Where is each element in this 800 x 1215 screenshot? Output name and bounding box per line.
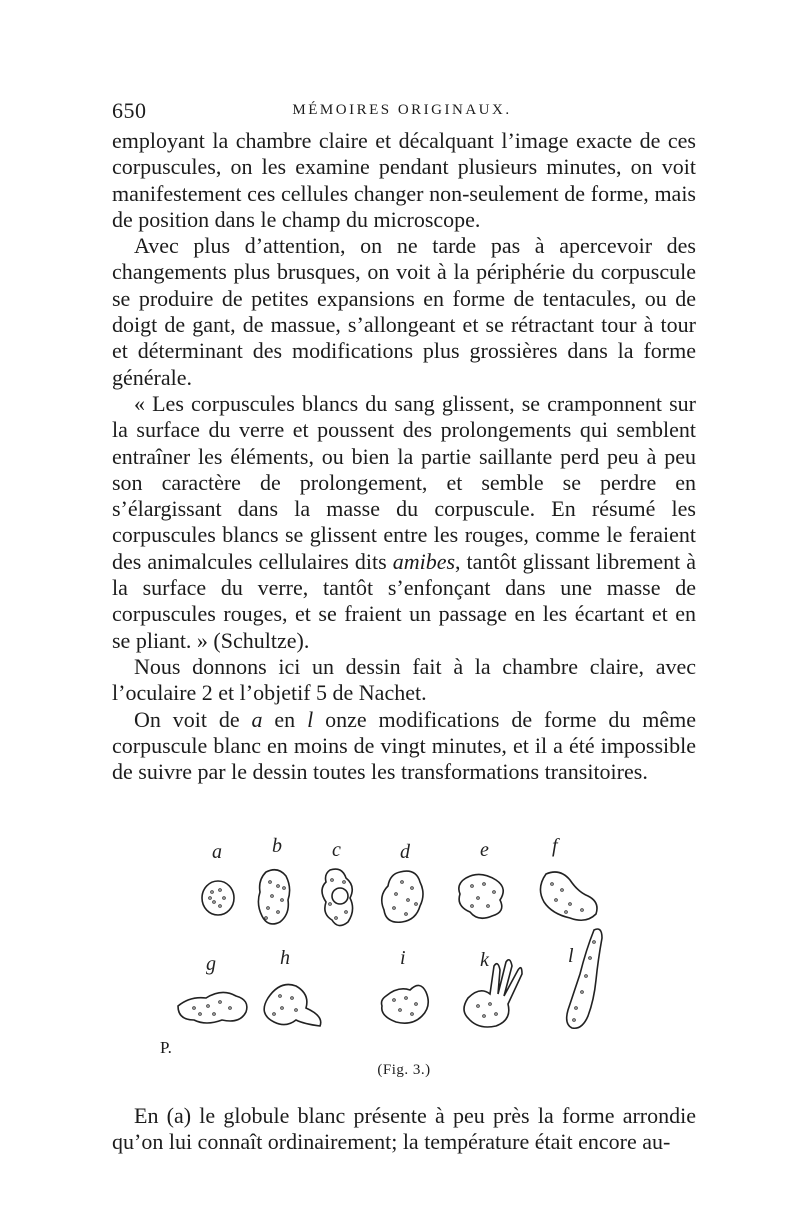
figure-leukocyte-drawings — [150, 830, 670, 1060]
cell-c — [322, 869, 353, 926]
page-number: 650 — [112, 98, 147, 123]
cell-a — [202, 881, 234, 915]
figure-label-k: k — [480, 949, 489, 971]
cell-f — [540, 872, 597, 920]
figure-caption: (Fig. 3.) — [377, 1062, 431, 1078]
figure-label-d: d — [400, 841, 410, 863]
paragraph-5 — [112, 707, 696, 786]
figure-label-h: h — [280, 947, 290, 969]
running-head: MÉMOIRES ORIGINAUX. — [292, 102, 512, 118]
paragraph-1: employant la chambre claire et décalquant l’image exacte de ces corpuscules, on les examine pendant plusieurs minutes, on voit manifestement ces cellules changer non-seulement de forme, mais de position dans le champ du microscope. — [112, 128, 696, 232]
cell-b — [258, 870, 289, 924]
paragraph-4: Nous donnons ici un dessin fait à la chambre claire, avec l’oculaire 2 et l’objetif 5 de Nachet. — [112, 653, 696, 706]
figure-label-b: b — [272, 835, 282, 857]
cell-g — [178, 992, 247, 1023]
p5-part-3: onze modifications de forme du même corpuscule blanc en moins de vingt minutes, et il a été impossible de suivre par le dessin toutes les transformations transitoires. — [112, 706, 697, 785]
paragraph-2: Avec plus d’attention, on ne tarde pas à apercevoir des changements plus brusques, on voit à la périphérie du corpuscule se produire de petites expansions en forme de tentacules, ou de doigt de gant, de massue, s’allongeant et se rétractant tour à tour et déterminant des modifications plus grossières dans la forme générale. — [112, 233, 696, 390]
body-text — [112, 128, 696, 785]
figure-label-l: l — [568, 945, 574, 967]
amibes-term: amibes — [392, 548, 456, 574]
p5-part-2: en — [262, 706, 308, 732]
p5-part-1: On voit de — [134, 706, 240, 732]
letter-l: l — [307, 706, 314, 732]
cell-i — [382, 985, 429, 1023]
final-paragraph-block — [112, 1103, 696, 1156]
cell-h — [264, 985, 321, 1027]
figure-artist-mark: P. — [160, 1038, 172, 1057]
paragraph-3-quote — [112, 391, 696, 654]
figure-label-g: g — [206, 953, 216, 975]
figure-label-c: c — [332, 839, 341, 861]
page-header — [112, 98, 692, 124]
figure-label-a: a — [212, 841, 222, 863]
figure-label-f: f — [552, 835, 558, 857]
cell-l — [567, 929, 602, 1028]
final-paragraph: En (a) le globule blanc présente à peu près la forme arrondie qu’on lui connaît ordinairement; la température était encore au- — [112, 1103, 696, 1155]
quote-part-1: « Les corpuscules blancs du sang glissent, se cramponnent sur la surface du verre et poussent des prolongements qui semblent entraîner les éléments, ou bien la partie saillante perd peu à peu son caractère de prolongement, et semble se perdre en s’élargissant dans la masse du corpuscule. En résumé les corpuscules blancs se glissent entre les rouges, comme le feraient des animalcules cellulaires dits — [112, 390, 696, 574]
figure-label-e: e — [480, 839, 489, 861]
figure-label-i: i — [400, 947, 406, 969]
figure-illustration — [150, 830, 670, 1060]
quote-part-2: , tantôt glissant librement à la surface du verre, tantôt s’enfonçant dans une masse de corpuscules rouges, et se fraient un passage en les écartant et en se pliant. » (Schultze). — [112, 548, 697, 653]
cell-k — [464, 960, 522, 1027]
cell-d — [382, 871, 423, 922]
cell-e — [459, 874, 503, 918]
letter-a: a — [251, 706, 263, 732]
